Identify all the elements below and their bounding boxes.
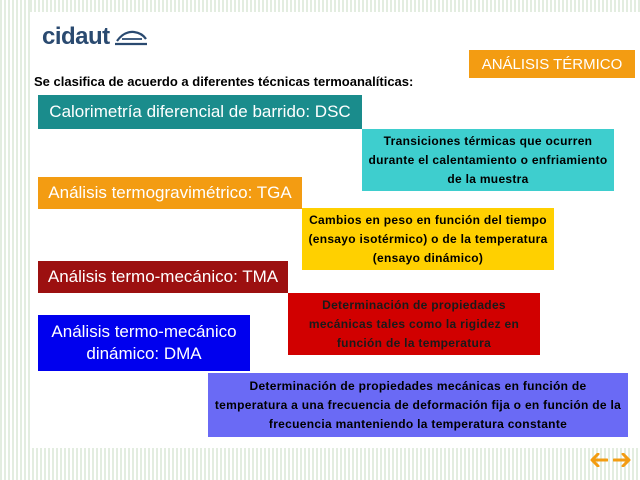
logo-text: cidaut	[42, 23, 110, 50]
technique-dma-line2: dinámico: DMA	[86, 344, 202, 363]
section-title: ANÁLISIS TÉRMICO	[469, 50, 635, 78]
arrow-right-icon	[613, 453, 631, 467]
technique-dma	[38, 315, 250, 371]
technique-dma-line1: Análisis termo-mecánico	[51, 322, 237, 341]
prev-slide-button[interactable]	[590, 451, 608, 469]
description-dma: Determinación de propiedades mecánicas en función de temperatura a una frecuencia de deformación fija o en función de la frecuencia manteniendo la temperatura constante	[208, 373, 628, 437]
bottom-stripe-decoration	[0, 448, 640, 480]
arrow-left-icon	[590, 453, 608, 467]
next-slide-button[interactable]	[613, 451, 631, 469]
car-icon	[114, 27, 148, 47]
technique-tga: Análisis termogravimétrico: TGA	[38, 177, 302, 209]
description-tga: Cambios en peso en función del tiempo (ensayo isotérmico) o de la temperatura (ensayo dinámico)	[302, 208, 554, 270]
technique-dsc: Calorimetría diferencial de barrido: DSC	[38, 95, 362, 129]
description-tma: Determinación de propiedades mecánicas tales como la rigidez en función de la temperatura	[288, 293, 540, 355]
description-dsc: Transiciones térmicas que ocurren durante el calentamiento o enfriamiento de la muestra	[362, 129, 614, 191]
left-stripe-decoration	[0, 0, 30, 480]
technique-tma: Análisis termo-mecánico: TMA	[38, 261, 288, 293]
cidaut-logo	[42, 22, 148, 52]
top-stripe-decoration	[30, 0, 640, 12]
intro-text: Se clasifica de acuerdo a diferentes técnicas termoanalíticas:	[34, 74, 414, 89]
